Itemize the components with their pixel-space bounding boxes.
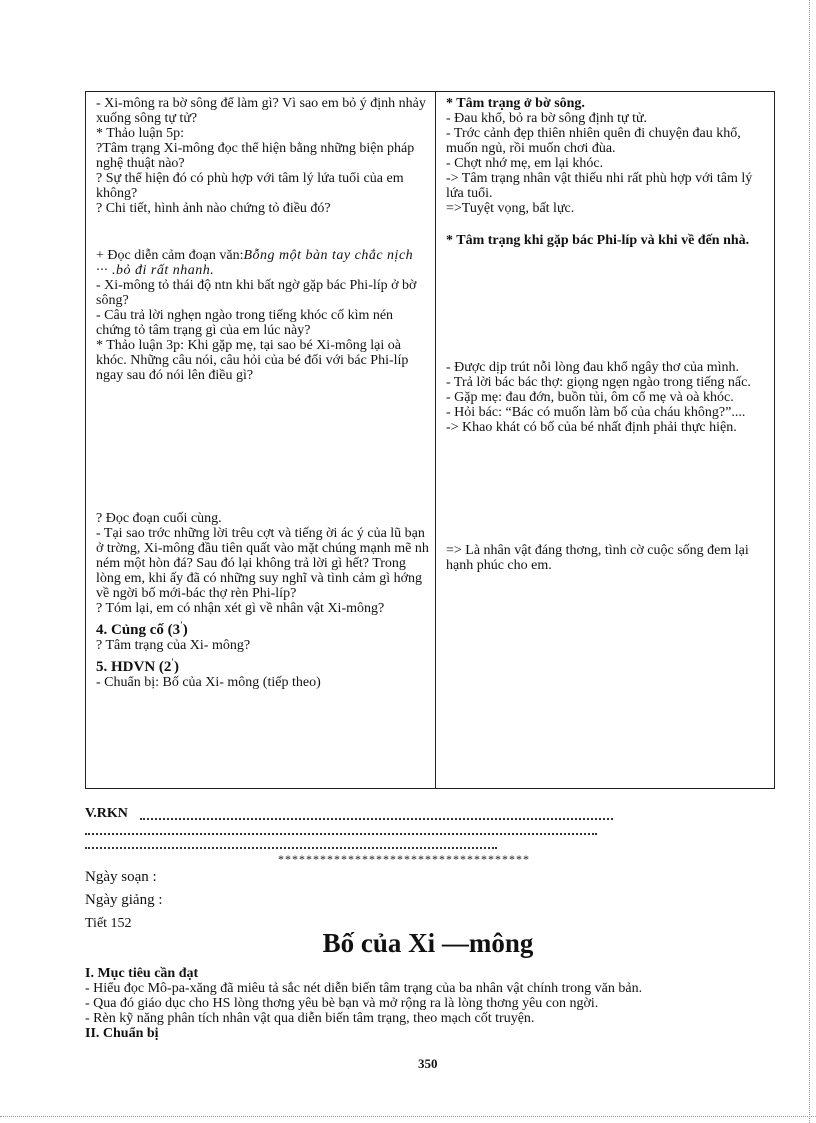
left-text: - Tại sao trớc những lời trêu cợt và tiếng ời ác ý của lũ bạn ở trờng, Xi-mông đầu tiên quất vào mặt chúng mạnh mẽ nh ném một hòn đá? Sau đó lại không trả lời gì hết? Trong lòng em, khi ấy đã có những suy nghĩ và tình cảm gì hớng về ngời bố mới-bác thợ rèn Phi-líp?: [96, 526, 429, 601]
teacher-activity-column: [86, 92, 436, 789]
right-text: - Chợt nhớ mẹ, em lại khóc.: [446, 156, 604, 171]
rkn-dotted-line: [140, 818, 613, 820]
objective-item: - Rèn kỹ năng phân tích nhân vật qua diễn biến tâm trạng, theo mạch cốt truyện.: [85, 1011, 535, 1026]
right-text: - Hỏi bác: “Bác có muốn làm bố của cháu không?”....: [446, 405, 746, 420]
left-text: ? Đọc đoạn cuối cùng.: [96, 511, 222, 526]
lesson-table: [85, 91, 775, 789]
left-text: - Xi-mông ra bờ sông để làm gì? Vì sao em bỏ ý định nhảy xuống sông tự tử?: [96, 96, 426, 126]
right-text: =>Tuyệt vọng, bất lực.: [446, 201, 575, 216]
objectives-section: [85, 966, 781, 1041]
ngay-soan: Ngày soạn :: [85, 869, 157, 885]
section-cung-co: 4. Củng cố (3'): [96, 620, 188, 638]
left-text: ? Chi tiết, hình ảnh nào chứng tỏ điều đó?: [96, 201, 331, 216]
student-content-column: [436, 92, 775, 789]
left-text: * Thảo luận 3p: Khi gặp mẹ, tại sao bé Xi-mông lại oà khóc. Những câu nói, câu hỏi của bé đối với bác Phi-líp ngay sau đó nói lên điều gì?: [96, 338, 409, 383]
separator-stars: ************************************: [278, 852, 530, 866]
reading-prefix: + Đọc diễn cảm đoạn văn:: [96, 248, 244, 263]
tiet-number: Tiết 152: [85, 916, 132, 931]
page-edge-bottom: [0, 1116, 816, 1117]
right-heading: * Tâm trạng khi gặp bác Phi-líp và khi về đến nhà.: [446, 233, 750, 248]
right-text: -> Khao khát có bố của bé nhất định phải thực hiện.: [446, 420, 737, 435]
left-text: * Thảo luận 5p:: [96, 126, 185, 141]
section-heading: II. Chuẩn bị: [85, 1026, 159, 1041]
reading-instruction: [96, 248, 429, 278]
left-text: - Câu trả lời nghẹn ngào trong tiếng khóc cố kìm nén chứng tỏ tâm trạng gì của em lúc này?: [96, 308, 394, 338]
left-text: ?Tâm trạng Xi-mông đọc thể hiện bằng những biện pháp nghệ thuật nào?: [96, 141, 415, 171]
right-text: - Trớc cảnh đẹp thiên nhiên quên đi chuyện đau khổ, muốn ngủ, rồi muốn chơi đùa.: [446, 126, 741, 156]
right-text: - Đau khổ, bỏ ra bờ sông định tự tử.: [446, 111, 648, 126]
left-text: ? Sự thể hiện đó có phù hợp với tâm lý lứa tuổi của em không?: [96, 171, 404, 201]
left-text: ? Tâm trạng của Xi- mông?: [96, 638, 251, 653]
reading-quote: Bỗng một bàn tay chắc nịch ··· .bỏ đi rất nhanh.: [96, 248, 414, 278]
left-text: - Chuẩn bị: Bố của Xi- mông (tiếp theo): [96, 675, 321, 690]
objective-item: - Hiểu đọc Mô-pa-xăng đã miêu tả sắc nét diễn biến tâm trạng của ba nhân vật chính trong văn bản.: [85, 981, 643, 996]
right-text: - Trả lời bác bác thợ: giọng ngẹn ngào trong tiếng nấc.: [446, 375, 751, 390]
ngay-giang: Ngày giảng :: [85, 892, 163, 908]
page-number: 350: [418, 1056, 438, 1071]
right-text: - Được dịp trút nỗi lòng đau khổ ngây thơ của mình.: [446, 360, 740, 375]
left-text: - Xi-mông tỏ thái độ ntn khi bất ngờ gặp bác Phi-líp ở bờ sông?: [96, 278, 417, 308]
left-text: ? Tóm lại, em có nhận xét gì về nhân vật Xi-mông?: [96, 601, 385, 616]
right-text: - Gặp mẹ: đau đớn, buồn tủi, ôm cổ mẹ và oà khóc.: [446, 390, 734, 405]
rkn-label: V.RKN: [85, 806, 128, 821]
rkn-dotted-line: [85, 847, 497, 849]
objective-item: - Qua đó giáo dục cho HS lòng thơng yêu bè bạn và mở rộng ra là lòng thơng yêu con ngời.: [85, 996, 599, 1011]
right-text: => Là nhân vật đáng thơng, tình cờ cuộc sống đem lại hạnh phúc cho em.: [446, 543, 749, 573]
section-hdvn: 5. HDVN (2'): [96, 657, 179, 675]
section-heading: I. Mục tiêu cần đạt: [85, 966, 199, 981]
right-text: -> Tâm trạng nhân vật thiếu nhi rất phù hợp với tâm lý lứa tuổi.: [446, 171, 753, 201]
rkn-dotted-line: [85, 833, 597, 835]
lesson-title: Bố của Xi —mông: [322, 928, 534, 958]
right-heading: * Tâm trạng ở bờ sông.: [446, 96, 585, 111]
